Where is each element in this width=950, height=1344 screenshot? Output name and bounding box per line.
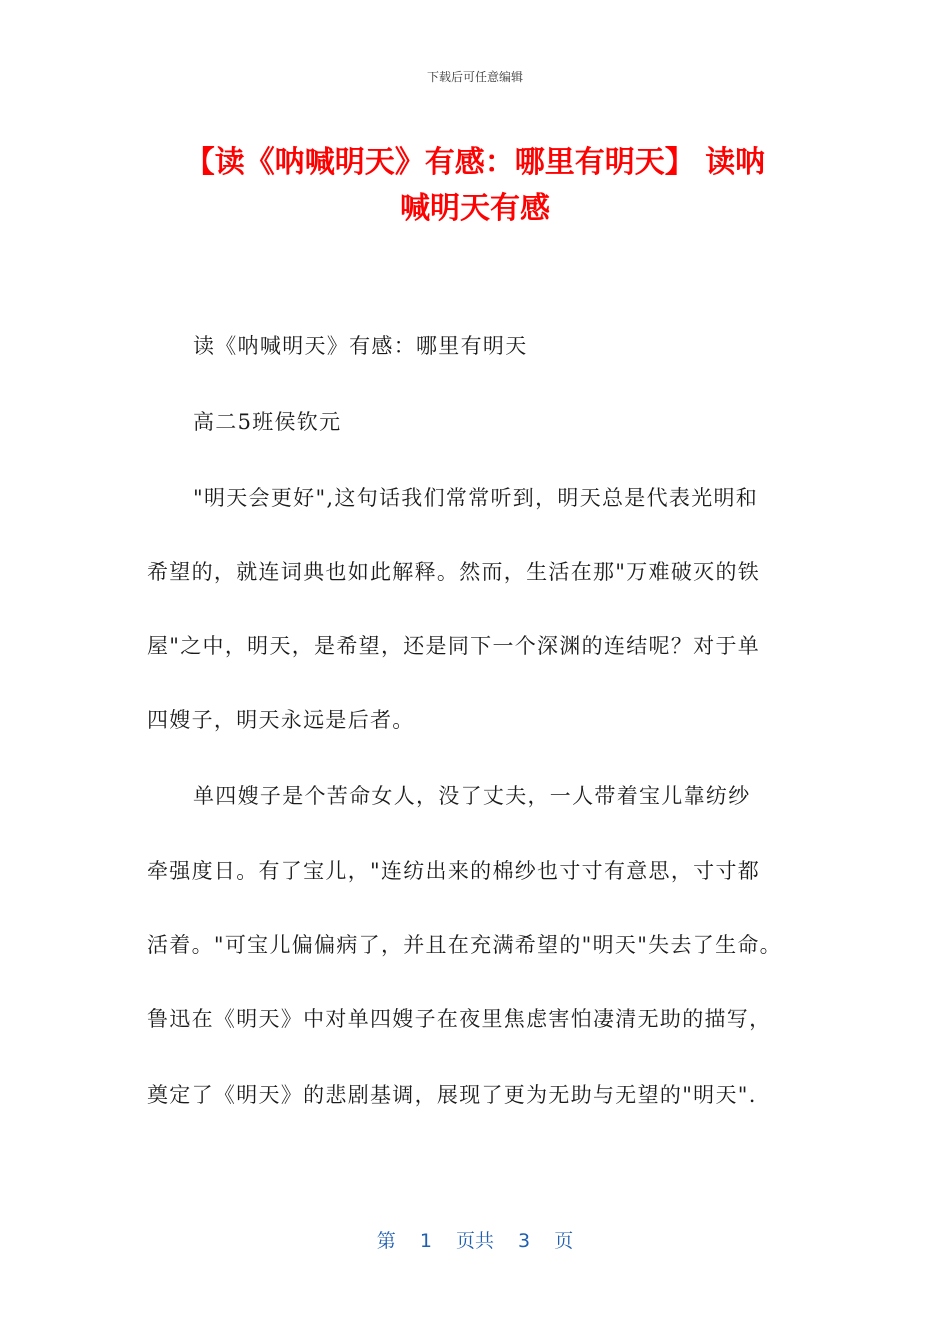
paragraph-line: 鲁迅在《明天》中对单四嫂子在夜里焦虑害怕凄清无助的描写， — [147, 1007, 772, 1031]
paragraph-line: 希望的，就连词典也如此解释。然而，生活在那"万难破灭的铁 — [147, 560, 761, 584]
paragraph-line: "明天会更好",这句话我们常常听到，明天总是代表光明和 — [193, 486, 759, 510]
paragraph-line: 四嫂子，明天永远是后者。 — [147, 708, 415, 732]
page-footer — [0, 1226, 950, 1253]
footer-page-number: 1 — [419, 1230, 432, 1252]
paragraph-line: 活着。"可宝儿偏偏病了，并且在充满希望的"明天"失去了生命。 — [147, 933, 782, 957]
title-line-1: 【读《呐喊明天》有感：哪里有明天】 读呐 — [184, 145, 766, 180]
title-line-2: 喊明天有感 — [400, 191, 550, 226]
document-title — [130, 140, 820, 232]
paragraph-line: 单四嫂子是个苦命女人，没了丈夫，一人带着宝儿靠纺纱 — [193, 784, 751, 808]
subtitle-line: 读《呐喊明天》有感：哪里有明天 — [193, 334, 528, 358]
paragraph-line: 牵强度日。有了宝儿，"连纺出来的棉纱也寸寸有意思，寸寸都 — [147, 859, 761, 883]
footer-middle: 页共 — [455, 1230, 494, 1252]
footer-prefix: 第 — [376, 1230, 396, 1252]
header-note: 下载后可任意编辑 — [426, 70, 523, 84]
author-line: 高二5班侯钦元 — [193, 410, 342, 434]
footer-total-pages: 3 — [518, 1230, 531, 1252]
paragraph-line: 屋"之中，明天，是希望，还是同下一个深渊的连结呢？对于单 — [147, 634, 761, 658]
footer-suffix: 页 — [554, 1230, 574, 1252]
paragraph-line: 奠定了《明天》的悲剧基调，展现了更为无助与无望的"明天". — [147, 1083, 757, 1107]
